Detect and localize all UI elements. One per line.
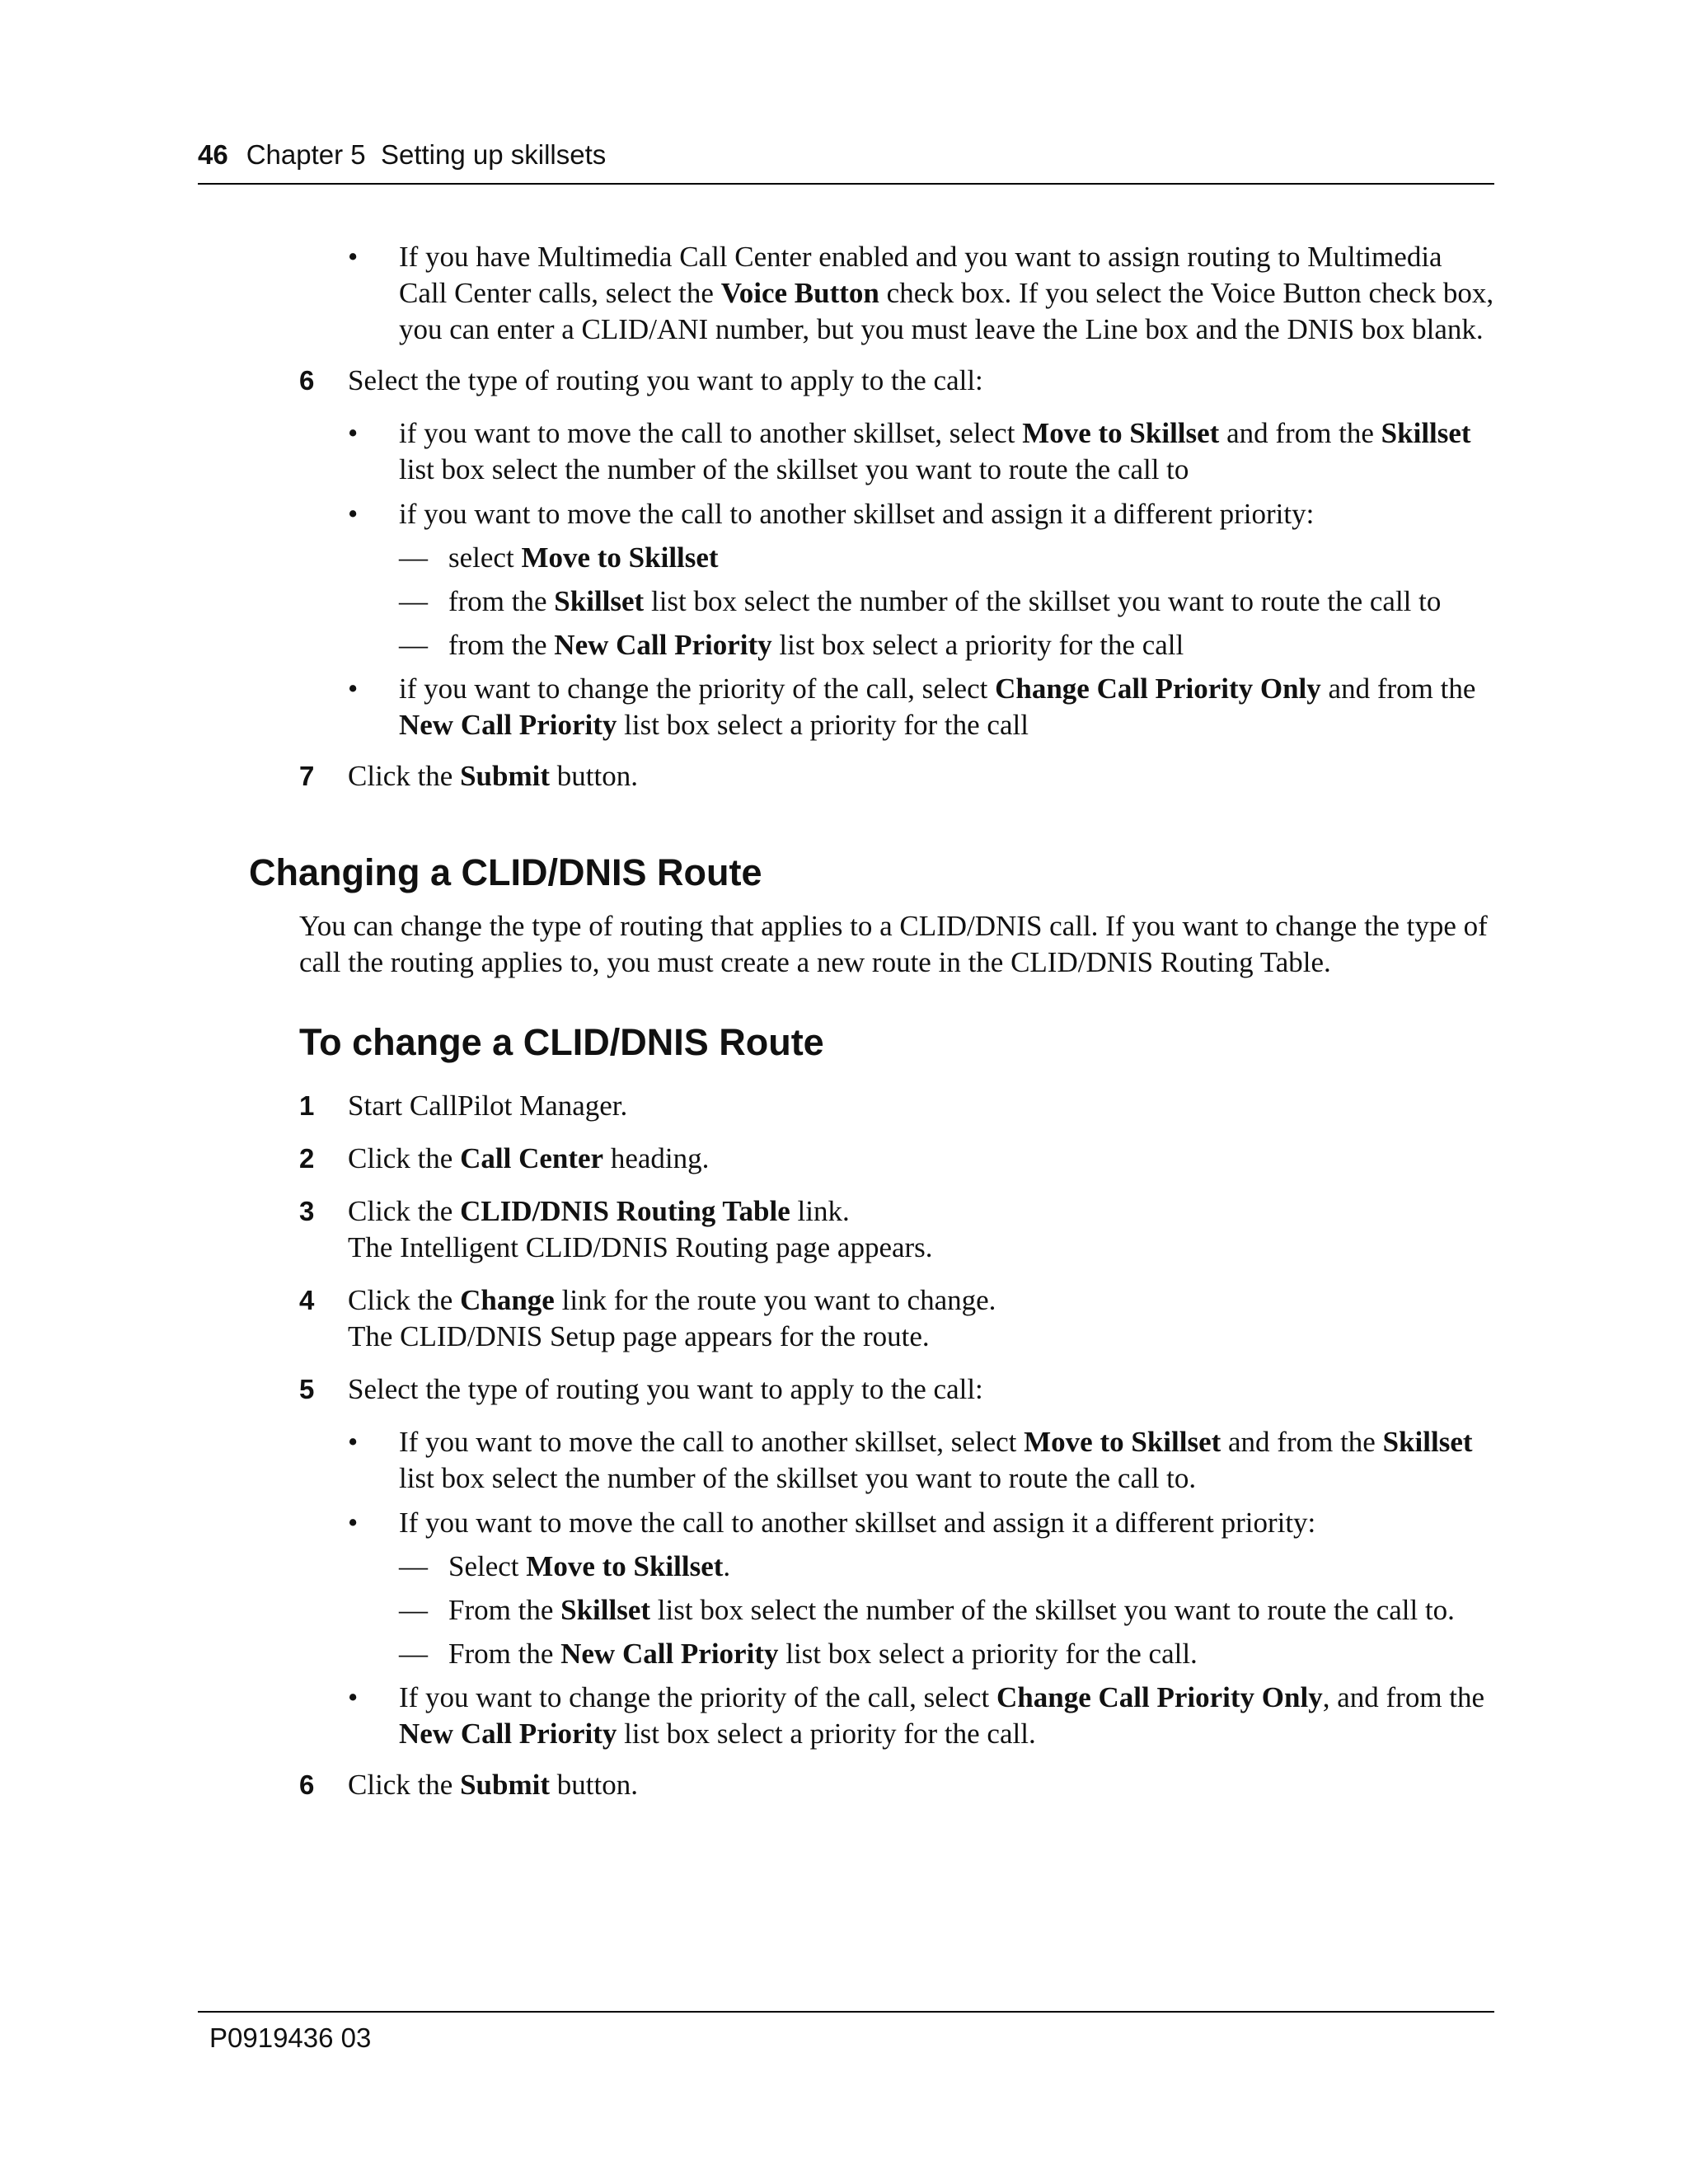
step-number: 6 xyxy=(299,1769,315,1800)
procedure-heading: To change a CLID/DNIS Route xyxy=(299,1021,824,1063)
step-text xyxy=(348,1141,1493,1177)
dash-text xyxy=(448,1592,1495,1629)
step-number: 7 xyxy=(299,761,315,791)
bullet-glyph: • xyxy=(348,241,359,273)
text-run: and from the xyxy=(1219,417,1381,449)
text-run: if you want to change the priority of the call, select xyxy=(399,673,996,705)
ui-term: New Call Priority xyxy=(399,709,617,741)
ui-term: New Call Priority xyxy=(560,1638,779,1670)
text-run: Select xyxy=(448,1550,527,1582)
bullet-glyph: • xyxy=(348,1507,359,1539)
text-run: If you want to move the call to another skillset, select xyxy=(399,1426,1025,1458)
text-run: from the xyxy=(448,629,555,661)
ui-term: Submit xyxy=(460,760,551,792)
step-text xyxy=(348,1282,1493,1355)
step-number: 6 xyxy=(299,365,315,396)
text-run: From the xyxy=(448,1594,561,1626)
step xyxy=(0,758,1688,794)
ui-term: Submit xyxy=(460,1769,551,1801)
bullet-item xyxy=(0,1505,1688,1541)
dash-glyph: — xyxy=(399,1594,428,1626)
step-number: 1 xyxy=(299,1090,315,1121)
step-action xyxy=(348,1193,1493,1230)
step xyxy=(0,1282,1688,1355)
ui-term: Skillset xyxy=(554,585,645,617)
step-number: 5 xyxy=(299,1374,315,1404)
bullet-text xyxy=(399,239,1495,348)
text-run: button. xyxy=(550,1769,638,1801)
step xyxy=(0,1141,1688,1177)
bullet-glyph: • xyxy=(348,417,359,449)
footer-rule xyxy=(198,2011,1494,2013)
text-run: list box select the number of the skillset you want to route the call to. xyxy=(399,1462,1197,1494)
dash-item xyxy=(0,583,1688,620)
step xyxy=(0,1767,1688,1803)
ui-term: Move to Skillset xyxy=(521,541,719,574)
bullet-glyph: • xyxy=(348,498,359,530)
text-run: check box. If you select the Voice Button check box, you can enter a CLID/ANI number, but you must leave the Line box and the DNIS box blank. xyxy=(399,277,1494,345)
ui-term: New Call Priority xyxy=(399,1718,617,1750)
page-header xyxy=(198,138,1494,171)
step xyxy=(0,1371,1688,1408)
ui-term: Change xyxy=(460,1284,555,1316)
step-text xyxy=(348,1767,1493,1803)
dash-glyph: — xyxy=(399,541,428,574)
dash-glyph: — xyxy=(399,585,428,617)
step-number: 2 xyxy=(299,1143,315,1174)
text-run: Click the xyxy=(348,1284,461,1316)
step-text xyxy=(348,758,1493,794)
text-run: and from the xyxy=(1320,673,1476,705)
text-run: and from the xyxy=(1221,1426,1383,1458)
step xyxy=(0,1193,1688,1266)
page-number: 46 xyxy=(198,139,228,170)
step xyxy=(0,1088,1688,1124)
ui-term: Move to Skillset xyxy=(1024,1426,1221,1458)
text-run: link for the route you want to change. xyxy=(554,1284,996,1316)
ui-term: Move to Skillset xyxy=(1022,417,1220,449)
bullet-item xyxy=(0,239,1688,348)
step-text: Start CallPilot Manager. xyxy=(348,1090,628,1122)
text-run: list box select the number of the skillset you want to route the call to xyxy=(399,453,1189,485)
text-run: list box select the number of the skillset you want to route the call to xyxy=(644,585,1442,617)
text-run: If you have Multimedia Call Center enabled and you want to assign routing to Multimedia Call Center calls, select the xyxy=(399,241,1442,309)
bullet-item xyxy=(0,1424,1688,1497)
step-text: Select the type of routing you want to apply to the call: xyxy=(348,364,983,396)
text-run: list box select a priority for the call. xyxy=(617,1718,1036,1750)
ui-term: Voice Button xyxy=(720,277,879,309)
bullet-item xyxy=(0,415,1688,488)
bullet-text: if you want to move the call to another skillset and assign it a different priority: xyxy=(399,498,1315,530)
dash-item xyxy=(0,1592,1688,1629)
ui-term: Skillset xyxy=(1381,417,1471,449)
step-text: Select the type of routing you want to apply to the call: xyxy=(348,1373,983,1405)
dash-glyph: — xyxy=(399,1638,428,1670)
dash-text xyxy=(448,540,1495,576)
dash-text xyxy=(448,583,1495,620)
dash-item xyxy=(0,1549,1688,1585)
ui-term: Call Center xyxy=(460,1142,604,1174)
text-run: list box select a priority for the call. xyxy=(778,1638,1198,1670)
text-run: from the xyxy=(448,585,555,617)
bullet-text xyxy=(399,1424,1495,1497)
text-run: list box select the number of the skillset you want to route the call to. xyxy=(650,1594,1455,1626)
text-run: button. xyxy=(550,760,638,792)
ui-term: Change Call Priority Only xyxy=(996,1681,1323,1713)
document-id: P0919436 03 xyxy=(209,2022,372,2053)
dash-text xyxy=(448,1636,1495,1672)
chapter-title: Chapter 5 Setting up skillsets xyxy=(246,139,607,170)
ui-term: New Call Priority xyxy=(554,629,772,661)
text-run: Click the xyxy=(348,1769,461,1801)
bullet-item xyxy=(0,496,1688,532)
page-body xyxy=(0,239,1688,1803)
step xyxy=(0,363,1688,399)
bullet-glyph: • xyxy=(348,673,359,705)
text-run: Click the xyxy=(348,760,461,792)
section-heading: Changing a CLID/DNIS Route xyxy=(249,851,762,893)
text-run: link. xyxy=(790,1195,850,1227)
text-run: . xyxy=(723,1550,731,1582)
bullet-text xyxy=(399,415,1495,488)
ui-term: CLID/DNIS Routing Table xyxy=(460,1195,790,1227)
bullet-glyph: • xyxy=(348,1426,359,1458)
text-run: list box select a priority for the call xyxy=(771,629,1184,661)
ui-term: Change Call Priority Only xyxy=(995,673,1321,705)
step-text xyxy=(348,1193,1493,1266)
step-number: 4 xyxy=(299,1285,315,1315)
dash-glyph: — xyxy=(399,629,428,661)
ui-term: Move to Skillset xyxy=(526,1550,724,1582)
ui-term: Skillset xyxy=(1382,1426,1473,1458)
dash-text xyxy=(448,627,1495,663)
step-result: The Intelligent CLID/DNIS Routing page appears. xyxy=(348,1231,933,1263)
bullet-item xyxy=(0,671,1688,743)
text-run: Click the xyxy=(348,1142,461,1174)
dash-item xyxy=(0,627,1688,663)
section-intro: You can change the type of routing that applies to a CLID/DNIS call. If you want to change the type of call the routing applies to, you must create a new route in the CLID/DNIS Routing Table. xyxy=(299,910,1488,978)
bullet-text: If you want to move the call to another skillset and assign it a different priority: xyxy=(399,1507,1316,1539)
header-rule xyxy=(198,183,1494,185)
bullet-text xyxy=(399,1680,1495,1752)
text-run: heading. xyxy=(603,1142,710,1174)
text-run: Click the xyxy=(348,1195,461,1227)
dash-glyph: — xyxy=(399,1550,428,1582)
dash-item xyxy=(0,540,1688,576)
text-run: , and from the xyxy=(1322,1681,1485,1713)
step-number: 3 xyxy=(299,1196,315,1226)
text-run: if you want to move the call to another skillset, select xyxy=(399,417,1023,449)
text-run: list box select a priority for the call xyxy=(617,709,1029,741)
bullet-item xyxy=(0,1680,1688,1752)
ui-term: Skillset xyxy=(560,1594,651,1626)
text-run: If you want to change the priority of the call, select xyxy=(399,1681,997,1713)
dash-text xyxy=(448,1549,1495,1585)
bullet-glyph: • xyxy=(348,1681,359,1713)
step-action xyxy=(348,1282,1493,1319)
text-run: From the xyxy=(448,1638,561,1670)
bullet-text xyxy=(399,671,1495,743)
text-run: select xyxy=(448,541,522,574)
step-result: The CLID/DNIS Setup page appears for the route. xyxy=(348,1320,930,1352)
dash-item xyxy=(0,1636,1688,1672)
